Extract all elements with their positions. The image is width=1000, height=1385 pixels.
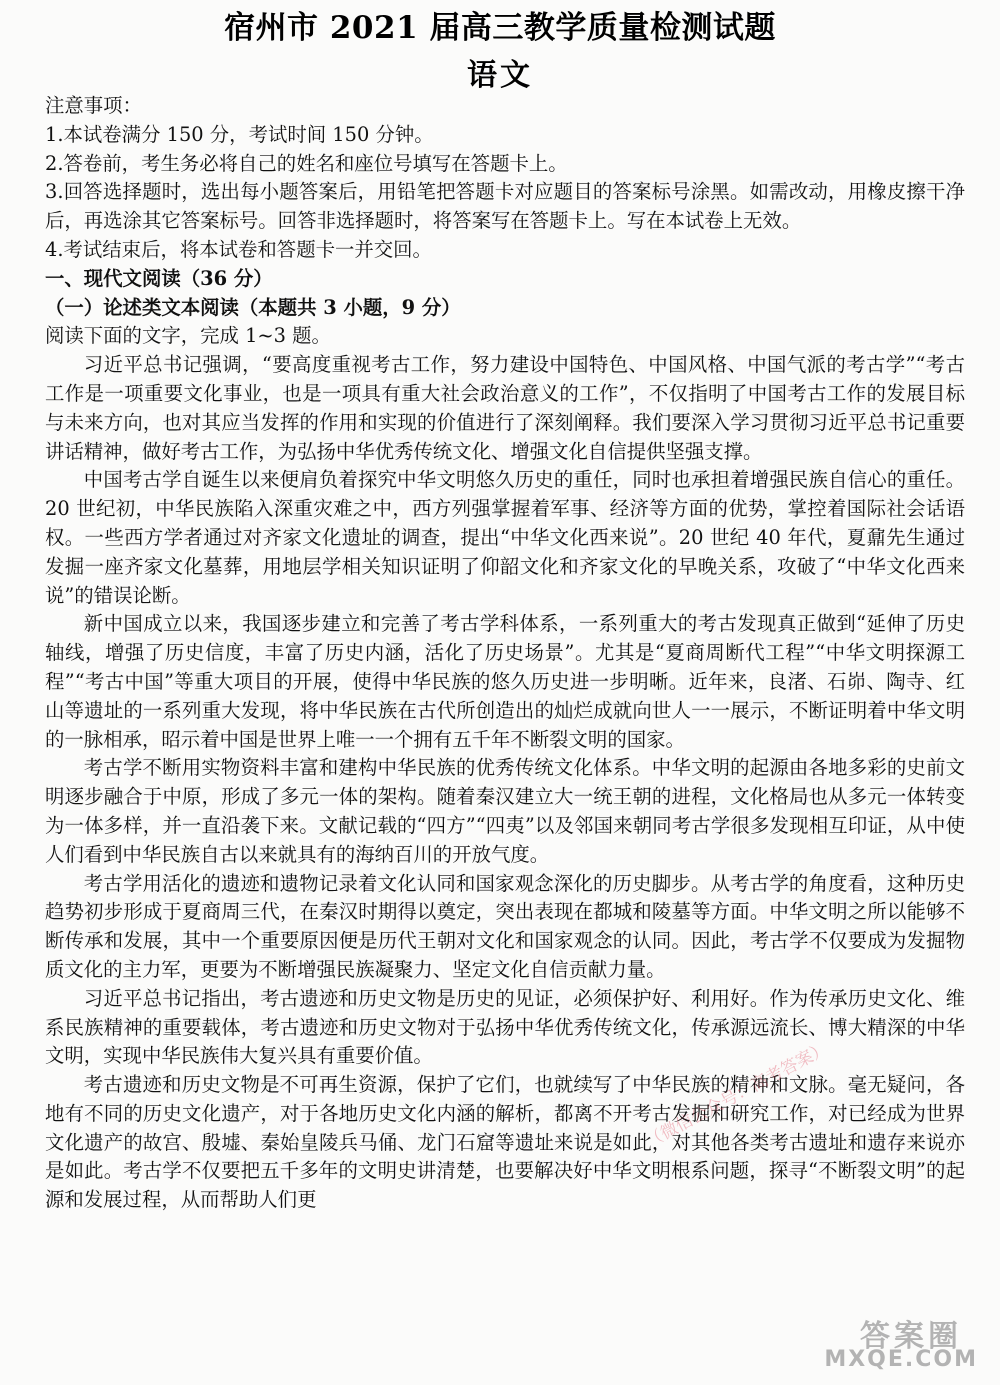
- passage-paragraph-1: 习近平总书记强调，“要高度重视考古工作，努力建设中国特色、中国风格、中国气派的考古学”“考古工作是一项重要文化事业，也是一项具有重大社会政治意义的工作”，不仅指明了中国考古工作的发展目标与未来方向，也对其应当发挥的作用和实现的价值进行了深刻阐释。我们要深入学习贯彻习近平总书记重要讲话精神，做好考古工作，为弘扬中华优秀传统文化、增强文化自信提供坚强支撑。: [45, 353, 965, 463]
- passage-paragraph-6: 习近平总书记指出，考古遗迹和历史文物是历史的见证，必须保护好、利用好。作为传承历史文化、维系民族精神的重要载体，考古遗迹和历史文物对于弘扬中华优秀传统文化，传承源远流长、博大精深的中华文明，实现中华民族伟大复兴具有重要价值。: [45, 986, 965, 1068]
- passage-paragraph-2: 中国考古学自诞生以来便肩负着探究中华文明悠久历史的重任，同时也承担着增强民族自信心的重任。20 世纪初，中华民族陷入深重灾难之中，西方列强掌握着军事、经济等方面的优势，掌控着国际社会话语权。一些西方学者通过对齐家文化遗址的调查，提出“中华文化西来说”。20 世纪 40 年代，夏鼐先生通过发掘一座齐家文化墓葬，用地层学相关知识证明了仰韶文化和齐家文化的早晚关系，攻破了“中华文化西来说”的错误论断。: [45, 468, 965, 607]
- notice-item-4: 4.考试结束后，将本试卷和答题卡一并交回。: [45, 237, 432, 261]
- watermark-text: （微信公众号：高考答案）: [642, 1038, 832, 1153]
- exam-title: 宿州市 2021 届高三教学质量检测试题: [224, 10, 776, 46]
- section-heading: 一、现代文阅读（36 分）: [45, 266, 273, 290]
- passage-paragraph-3: 新中国成立以来，我国逐步建立和完善了考古学科体系，一系列重大的考古发现真正做到“延伸了历史轴线，增强了历史信度，丰富了历史内涵，活化了历史场景”。尤其是“夏商周断代工程”“中华文明探源工程”“考古中国”等重大项目的开展，使得中华民族的悠久历史进一步明晰。近年来，良渚、石峁、陶寺、红山等遗址的一系列重大发现，将中华民族在古代所创造出的灿烂成就向世人一一展示，不断证明着中华文明的一脉相承，昭示着中国是世界上唯一一个拥有五千年不断裂文明的国家。: [45, 612, 965, 751]
- passage-paragraph-7: 考古遗迹和历史文物是不可再生资源，保护了它们，也就续写了中华民族的精神和文脉。毫无疑问，各地有不同的历史文化遗产，对于各地历史文化内涵的解析，都离不开考古发掘和研究工作，对已经成为世界文化遗产的故宫、殷墟、秦始皇陵兵马俑、龙门石窟等遗址来说是如此，对其他各类考古遗址和遗存来说亦是如此。考古学不仅要把五千多年的文明史讲清楚，也要解决好中华文明根系问题，探寻“不断裂文明”的起源和发展过程，从而帮助人们更: [45, 1073, 965, 1212]
- notice-heading: 注意事项：: [45, 94, 142, 117]
- section-subheading: （一）论述类文本阅读（本题共 3 小题，9 分）: [45, 295, 461, 319]
- notice-item-2: 2.答卷前，考生务必将自己的姓名和座位号填写在答题卡上。: [45, 151, 568, 175]
- notice-item-3: 3.回答选择题时，选出每小题答案后，用铅笔把答题卡对应题目的答案标号涂黑。如需改动，用橡皮擦干净后，再选涂其它答案标号。回答非选择题时，将答案写在答题卡上。写在本试卷上无效。: [45, 180, 965, 233]
- site-logo: [812, 1307, 982, 1377]
- passage-paragraph-5: 考古学用活化的遗迹和遗物记录着文化认同和国家观念深化的历史脚步。从考古学的角度看，这种历史趋势初步形成于夏商周三代，在秦汉时期得以奠定，突出表现在都城和陵墓等方面。中华文明之所以能够不断传承和发展，其中一个重要原因便是历代王朝对文化和国家观念的认同。因此，考古学不仅要成为发掘物质文化的主力军，更要为不断增强民族凝聚力、坚定文化自信贡献力量。: [45, 871, 965, 981]
- passage-paragraph-4: 考古学不断用实物资料丰富和建构中华民族的优秀传统文化体系。中华文明的起源由各地多彩的史前文明逐步融合于中原，形成了多元一体的架构。随着秦汉建立大一统王朝的进程，文化格局也从多元一体转变为一体多样，并一直沿袭下来。文献记载的“四方”“四夷”以及邻国来朝同考古学很多发现相互印证，从中使人们看到中华民族自古以来就具有的海纳百川的开放气度。: [45, 756, 965, 866]
- subject-title: 语文: [467, 58, 533, 93]
- logo-text-cn: 答案圈: [860, 1319, 962, 1354]
- reading-instruction: 阅读下面的文字，完成 1~3 题。: [45, 324, 331, 348]
- notice-item-1: 1.本试卷满分 150 分，考试时间 150 分钟。: [45, 122, 434, 146]
- logo-text-url: MXQE.COM: [824, 1347, 978, 1372]
